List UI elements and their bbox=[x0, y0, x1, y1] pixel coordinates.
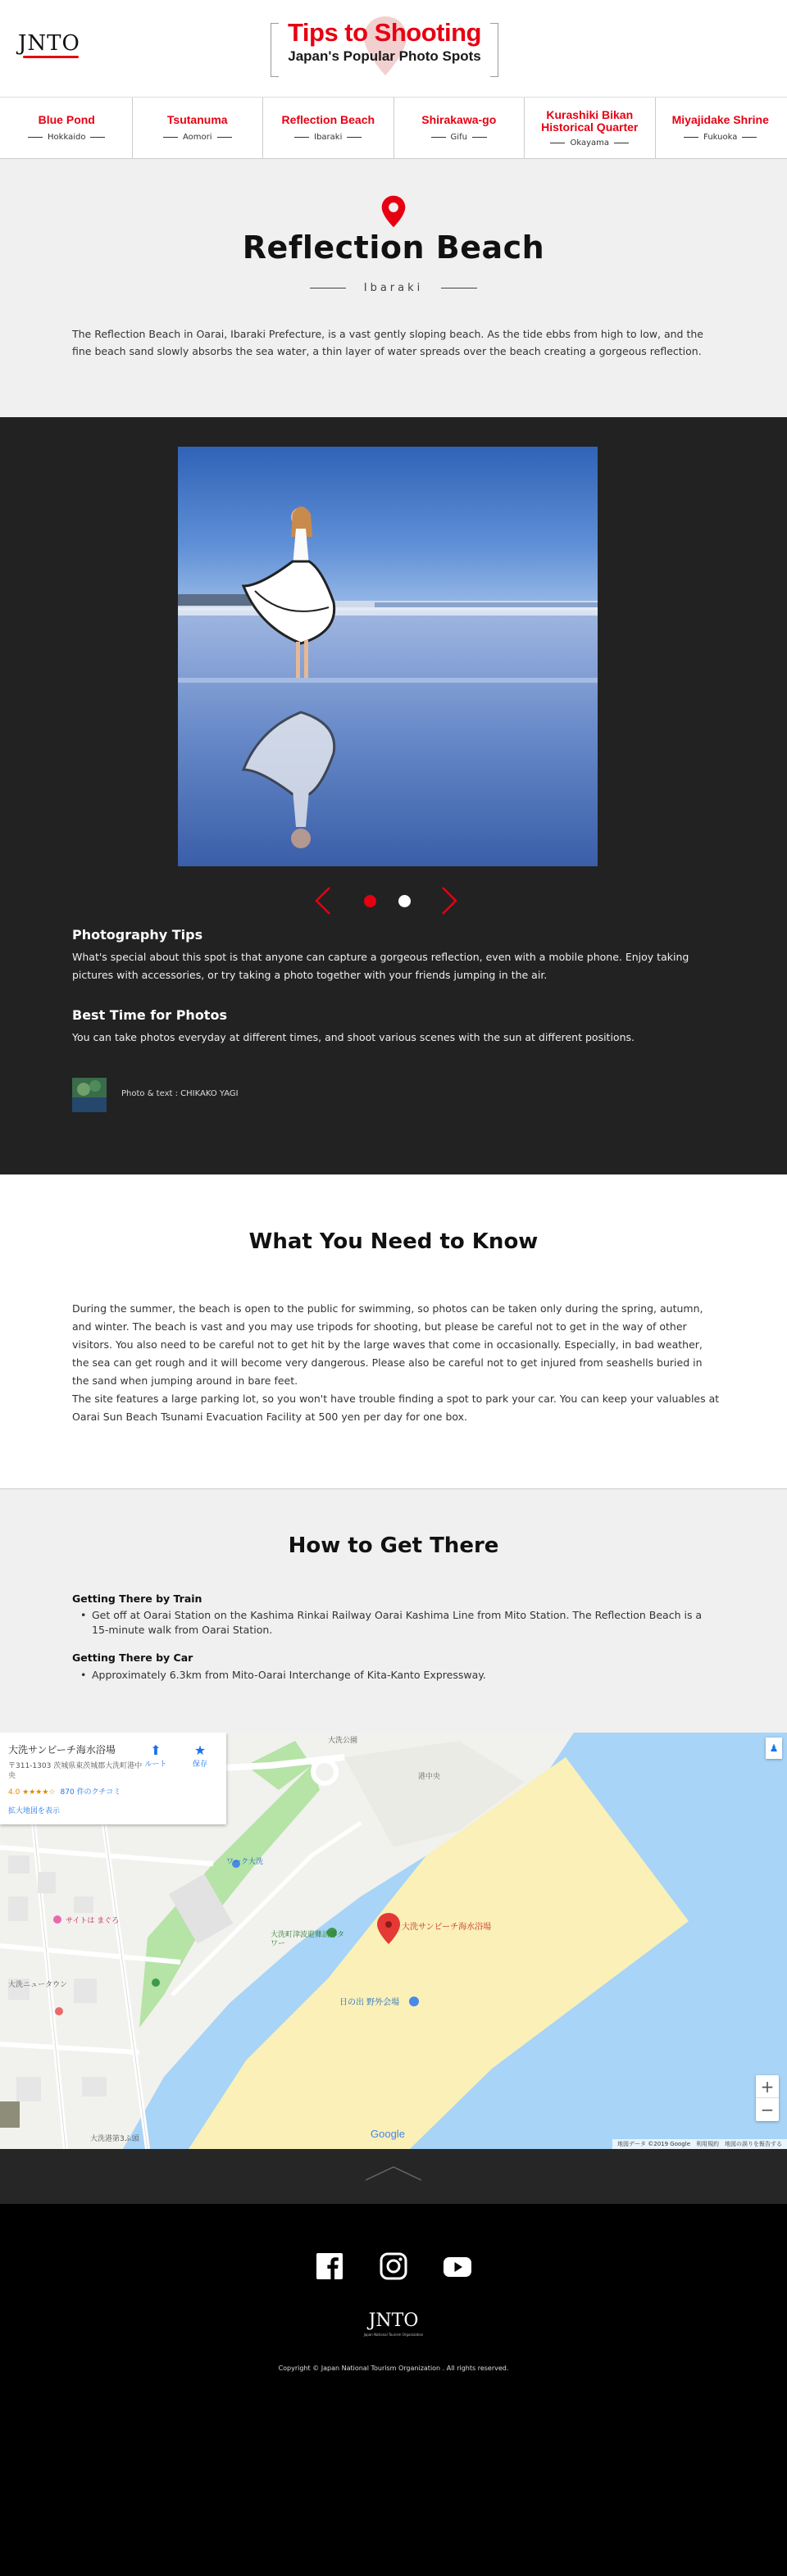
map-label-port: 港中央 bbox=[418, 1773, 441, 1781]
photo-gallery bbox=[0, 417, 787, 1174]
site-footer bbox=[0, 2204, 787, 2573]
larger-map-link[interactable]: 拡大地図を表示 bbox=[8, 1807, 61, 1815]
chevron-up-icon bbox=[362, 2164, 425, 2183]
directions-button[interactable]: ⬆ ルート bbox=[139, 1742, 172, 1769]
gallery-next-arrow-icon[interactable] bbox=[438, 886, 461, 915]
place-rating: 4.0 ★★★★☆ 870 件のクチコミ bbox=[8, 1788, 121, 1797]
map-label-park: 大洗公園 bbox=[328, 1737, 358, 1745]
site-header bbox=[0, 0, 787, 97]
jnto-logo-swoosh bbox=[23, 56, 79, 58]
map-label-cafe: サイトは まぐろ bbox=[66, 1917, 120, 1925]
social-links bbox=[0, 2251, 787, 2281]
photography-tips-text: What's special about this spot is that anyone can capture a gorgeous reflection, even with a mobile phone. Enjoy taking pictures with accessories, or try taking a photo together with your friends jumping in the air. bbox=[72, 951, 689, 981]
nav-item-pref: Hokkaido bbox=[28, 133, 105, 142]
nav-item-name: Blue Pond bbox=[38, 113, 95, 126]
gallery-photo[interactable] bbox=[178, 447, 598, 866]
location-pin-icon bbox=[375, 193, 412, 229]
spot-prefecture: Ibaraki bbox=[0, 282, 787, 294]
zoom-in-button[interactable]: + bbox=[756, 2075, 779, 2098]
street-view-pegman-icon[interactable]: ♟ bbox=[766, 1738, 782, 1759]
need-to-know-heading: What You Need to Know bbox=[248, 1229, 539, 1254]
map-label-pier: 大洗港第3ふ頭 bbox=[90, 2135, 139, 2143]
car-heading: Getting There by Car bbox=[72, 1651, 193, 1664]
how-to-get-there-section bbox=[0, 1488, 787, 1733]
nav-item-pref: Gifu bbox=[431, 133, 487, 142]
place-name: 大洗サンビーチ海水浴場 bbox=[8, 1744, 116, 1756]
site-title: Tips to Shooting bbox=[288, 18, 481, 47]
need-to-know-paragraph-2: The site features a large parking lot, so you won't have trouble finding a spot to park your car. You can keep your valuables at Oarai Sun Beach Tsunami Evacuation Facility at 500 yen per day for one box. bbox=[72, 1392, 720, 1423]
train-list bbox=[92, 1608, 715, 1638]
nav-item-name: Shirakawa-go bbox=[421, 113, 497, 126]
gallery-dot-2[interactable] bbox=[398, 895, 411, 907]
car-list bbox=[92, 1668, 715, 1683]
jnto-logo[interactable] bbox=[18, 31, 80, 56]
photo-credit: Photo & text : CHIKAKO YAGI bbox=[121, 1089, 239, 1098]
need-to-know-body bbox=[72, 1300, 720, 1426]
star-icon: ★ bbox=[193, 1742, 207, 1758]
beach-reflection-photo bbox=[178, 447, 598, 866]
place-info-card bbox=[0, 1733, 226, 1824]
google-map[interactable] bbox=[0, 1733, 787, 2149]
footer-logo-caption: Japan National Tourism Organization bbox=[363, 2333, 424, 2337]
nav-item-name: Kurashiki Bikan Historical Quarter bbox=[541, 107, 639, 134]
need-to-know-section bbox=[0, 1174, 787, 1488]
review-count-link[interactable]: 870 件のクチコミ bbox=[60, 1788, 121, 1797]
map-label-station: ワーク大洗 bbox=[226, 1858, 264, 1866]
copyright: Copyright © Japan National Tourism Organization . All rights reserved. bbox=[278, 2365, 509, 2372]
save-place-button[interactable]: ★ 保存 bbox=[184, 1742, 216, 1769]
best-time-heading: Best Time for Photos bbox=[72, 1007, 227, 1023]
nav-item-blue-pond[interactable] bbox=[2, 98, 133, 158]
back-to-top-bar[interactable] bbox=[0, 2149, 787, 2204]
nav-item-pref: Fukuoka bbox=[684, 133, 757, 142]
nav-item-pref: Aomori bbox=[163, 133, 232, 142]
facebook-icon[interactable] bbox=[315, 2251, 344, 2281]
spot-title: Reflection Beach bbox=[242, 229, 545, 266]
map-pin-label: 大洗サンビーチ海水浴場 bbox=[402, 1923, 492, 1932]
spot-description: The Reflection Beach in Oarai, Ibaraki Prefecture, is a vast gently sloping beach. As the tide ebbs from high to low, and the fine beach sand slowly absorbs the sea water, a thin layer of water spreads over the beach creating a gorgeous reflection. bbox=[72, 328, 703, 357]
spot-intro bbox=[0, 159, 787, 417]
place-address: 〒311-1303 茨城県東茨城郡大洗町港中央 bbox=[8, 1762, 143, 1780]
nav-item-pref: Ibaraki bbox=[294, 133, 362, 142]
nav-item-name: Reflection Beach bbox=[281, 113, 375, 126]
best-time-text: You can take photos everyday at different times, and shoot various scenes with the sun at different positions. bbox=[72, 1031, 635, 1043]
photographer-avatar bbox=[72, 1078, 107, 1112]
nav-item-name: Tsutanuma bbox=[166, 113, 228, 126]
instagram-icon[interactable] bbox=[379, 2251, 408, 2281]
map-label-bldg: 大洗ニュータウン bbox=[8, 1981, 68, 1989]
nav-item-miyajidake[interactable] bbox=[656, 98, 786, 158]
site-subtitle: Japan's Popular Photo Spots bbox=[288, 48, 481, 64]
train-heading: Getting There by Train bbox=[72, 1592, 202, 1605]
nav-item-pref: Okayama bbox=[550, 139, 629, 148]
google-logo: Google bbox=[371, 2128, 405, 2140]
directions-icon: ⬆ bbox=[150, 1742, 161, 1758]
photography-tips-heading: Photography Tips bbox=[72, 927, 203, 943]
jnto-logo-text: JNTO bbox=[18, 31, 80, 56]
youtube-icon[interactable] bbox=[443, 2251, 472, 2281]
map-zoom-controls bbox=[756, 2075, 779, 2121]
how-to-get-there-heading: How to Get There bbox=[288, 1533, 499, 1558]
zoom-out-button[interactable]: − bbox=[760, 2100, 775, 2119]
nav-item-shirakawa-go[interactable] bbox=[394, 98, 525, 158]
site-logo[interactable] bbox=[264, 18, 505, 79]
nav-item-tsutanuma[interactable] bbox=[133, 98, 264, 158]
nav-item-kurashiki[interactable] bbox=[525, 98, 656, 158]
gallery-prev-arrow-icon[interactable] bbox=[312, 886, 334, 915]
map-label-pavilion: 日の出 野外会場 bbox=[339, 1998, 400, 2007]
map-attribution[interactable]: 地図データ ©2019 Google 利用規約 地図の誤りを報告する bbox=[612, 2139, 787, 2149]
spot-nav bbox=[0, 97, 787, 159]
gallery-dot-1[interactable] bbox=[364, 895, 376, 907]
nav-item-reflection-beach[interactable] bbox=[263, 98, 394, 158]
footer-jnto-logo[interactable]: JNTO Japan National Tourism Organization bbox=[363, 2310, 424, 2337]
nav-item-name: Miyajidake Shrine bbox=[671, 113, 769, 126]
car-directions: • Approximately 6.3km from Mito-Oarai Interchange of Kita-Kanto Expressway. bbox=[92, 1668, 715, 1683]
map-label-evac: 大洗町津波避難誘導タワー bbox=[271, 1931, 345, 1948]
need-to-know-paragraph-1: During the summer, the beach is open to the public for swimming, so photos can be taken only during the spring, autumn, and winter. The beach is vast and you may use tripods for shooting, but please be careful not to get in the way of other visitors. You also need to be careful not to get hit by the large waves that come in occasionally. Especially, in bad weather, the sea can get rough and it will become very dangerous. Please also be careful not to get injured from seashells buried in the sand when jumping around in bare feet. bbox=[72, 1302, 703, 1387]
train-directions: • Get off at Oarai Station on the Kashima Rinkai Railway Oarai Kashima Line from Mito Station. The Reflection Beach is a 15-minute walk from Oarai Station. bbox=[92, 1608, 715, 1638]
